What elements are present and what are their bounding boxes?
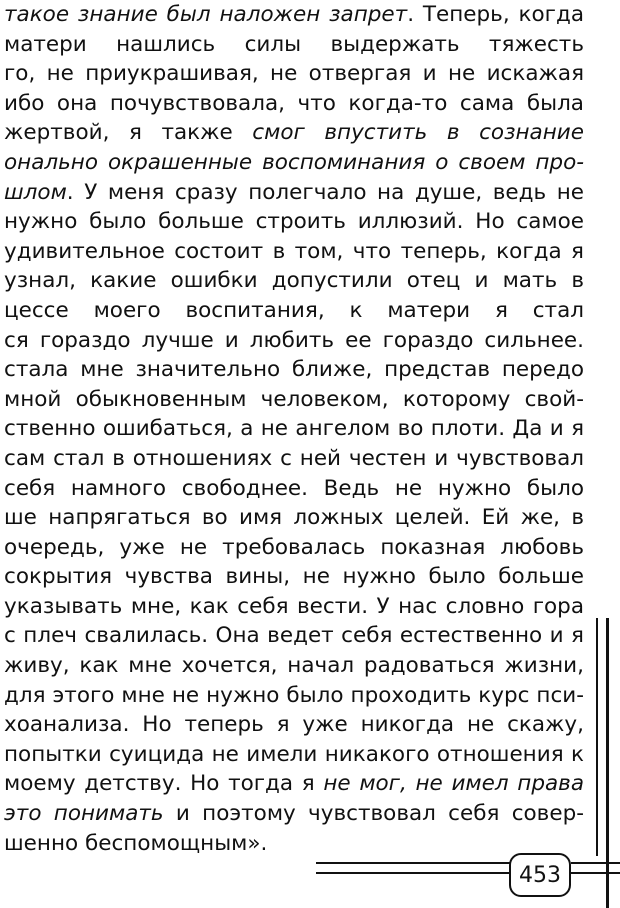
text-run: матери нашлись силы выдержать тяжесть: [4, 31, 584, 57]
text-line: [4, 296, 584, 326]
text-line: [4, 178, 584, 208]
text-line: [4, 30, 584, 60]
text-run: нужно было больше строить иллюзий. Но самое: [4, 209, 584, 235]
text-run: попытки суицида не имели никакого отношения к: [4, 741, 584, 767]
text-line: [4, 592, 584, 622]
text-line: [4, 207, 584, 237]
text-line: [4, 562, 584, 592]
text-line: [4, 266, 584, 296]
text-run: мной обыкновенным человеком, которому свой-: [4, 386, 584, 412]
text-run: очередь, уже не требовалась показная любовь: [4, 534, 584, 560]
text-run: удивительное состоит в том, что теперь, когда я: [4, 238, 584, 264]
text-line: [4, 474, 584, 504]
text-run: и поэтому чувствовал себя совер-: [163, 801, 584, 827]
text-run: цессе моего воспитания, к матери я стал: [4, 297, 584, 323]
text-line: [4, 326, 584, 356]
footer-rule-top: [316, 862, 510, 864]
italic-text: шлом: [4, 179, 67, 205]
text-run: . Теперь, когда: [407, 2, 584, 27]
text-line: [4, 533, 584, 563]
text-run: жертвой, я также: [4, 120, 253, 146]
italic-text: такое знание был наложен запрет: [4, 2, 408, 27]
text-line: [4, 740, 584, 770]
italic-text: не мог, не имел права: [323, 771, 584, 797]
italic-text: онально окрашенные воспоминания о своем про-: [4, 149, 584, 175]
text-run: для этого мне не нужно было проходить курс пси-: [4, 682, 584, 708]
text-line: [4, 769, 584, 799]
text-line: [4, 681, 584, 711]
text-line: [4, 237, 584, 267]
text-line: [4, 444, 584, 474]
text-run: сокрытия чувства вины, не нужно было больше: [4, 564, 584, 590]
text-run: с плеч свалилась. Она ведет себя естественно и я: [4, 623, 584, 649]
text-run: живу, как мне хочется, начал радоваться жизни,: [4, 653, 584, 679]
text-line: [4, 385, 584, 415]
text-run: . У меня сразу полегчало на душе, ведь не: [66, 179, 584, 205]
text-line: [4, 503, 584, 533]
text-run: шенно беспомощным».: [4, 830, 268, 856]
italic-text: смог впустить в сознание: [252, 120, 584, 146]
text-line: [4, 118, 584, 148]
text-run: моему детству. Но тогда я: [4, 771, 324, 797]
footer-rule-right-bottom: [571, 872, 620, 874]
text-line: [4, 829, 584, 859]
text-run: ибо она почувствовала, что когда-то сама была: [4, 90, 584, 116]
italic-text: это понимать: [4, 801, 164, 827]
text-run: себя намного свободнее. Ведь не нужно было: [4, 475, 584, 501]
page-number-text: 453: [519, 862, 561, 888]
text-line: [4, 651, 584, 681]
text-line: [4, 355, 584, 385]
page-number: [509, 853, 571, 897]
text-line: [4, 799, 584, 829]
text-line: [4, 710, 584, 740]
body-text: [4, 0, 584, 858]
text-run: го, не приукрашивая, не отвергая и не искажая: [4, 61, 584, 87]
text-line: [4, 148, 584, 178]
text-run: ше напрягаться во имя ложных целей. Ей же, в: [4, 505, 584, 531]
text-line: [4, 59, 584, 89]
text-run: ся гораздо лучше и любить ее гораздо сильнее.: [4, 327, 584, 353]
text-run: сам стал в отношениях с ней честен и чувствовал: [4, 445, 584, 471]
text-run: хоанализа. Но теперь я уже никогда не скажу,: [4, 712, 584, 738]
text-run: стала мне значительно ближе, представ передо: [4, 357, 584, 383]
footer-rule-bottom: [316, 872, 510, 874]
text-run: ственно ошибаться, а не ангелом во плоти. Да и я: [4, 416, 584, 442]
text-line: [4, 0, 584, 30]
text-line: [4, 89, 584, 119]
margin-rule-left: [596, 618, 598, 856]
margin-rule-right: [606, 618, 609, 908]
text-run: указывать мне, как себя вести. У нас словно гора: [4, 593, 584, 619]
text-line: [4, 621, 584, 651]
text-run: узнал, какие ошибки допустили отец и мать в: [4, 268, 584, 294]
text-line: [4, 414, 584, 444]
footer-rule-right-top: [571, 862, 620, 864]
